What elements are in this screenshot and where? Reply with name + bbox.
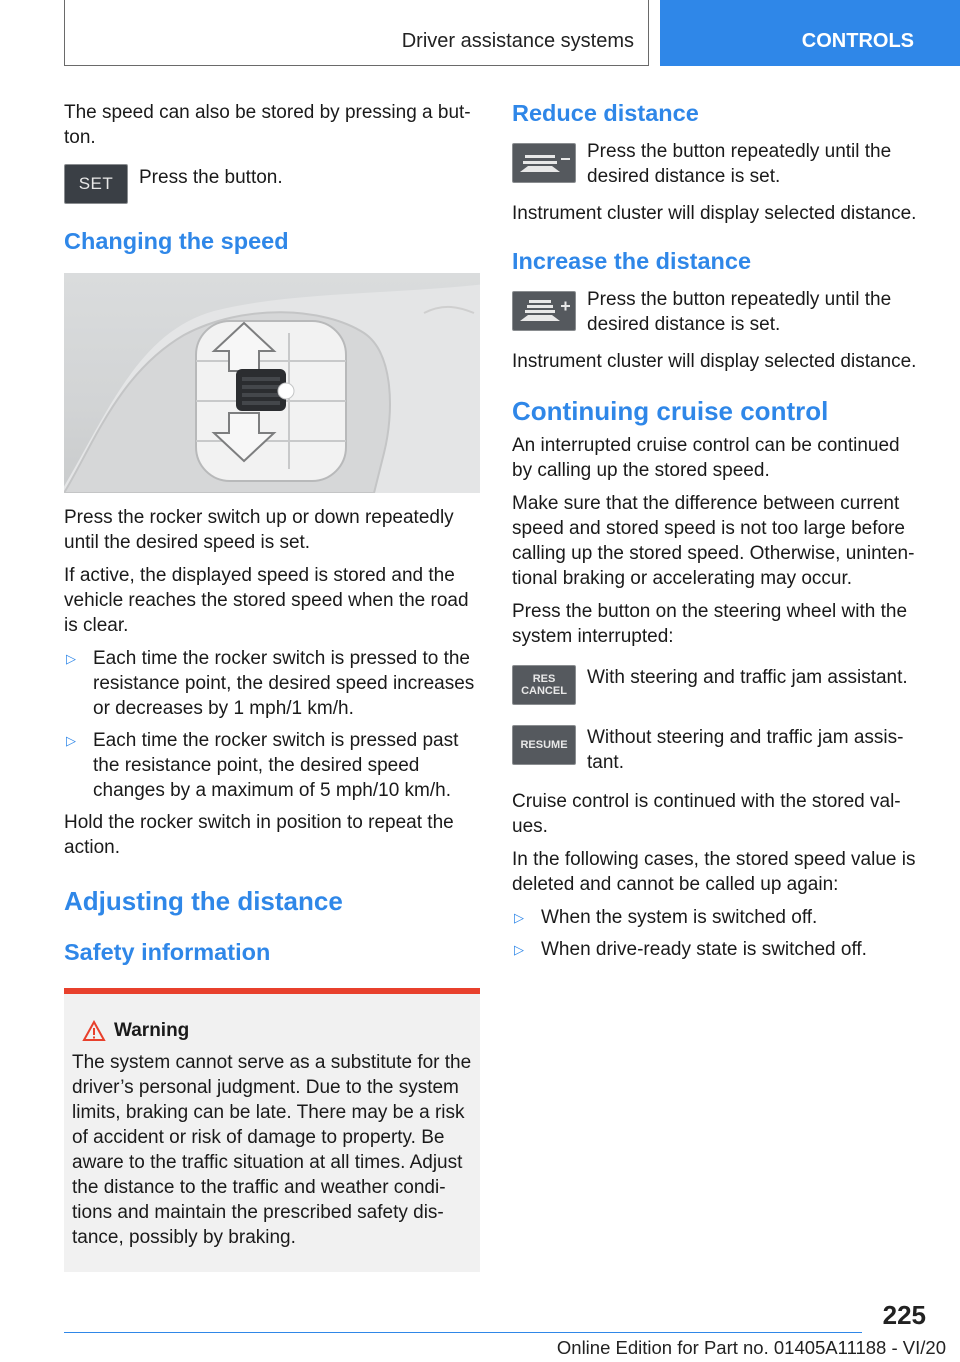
warning-text: The system cannot serve as a substitute for the driver’s personal judgment. Due to the system limits, braking can be late. There may be a risk of accident or risk of damage to property. Be aware to the traffic situation at all times. Adjust the distance to the traffic and weather condi-tions and maintain the prescribed safety dis-tance, possibly by braking. <box>72 1052 472 1248</box>
reduce-distance-note: Instrument cluster will display selected distance. <box>512 203 917 224</box>
reduce-distance-button-icon <box>512 143 576 183</box>
reduce-distance-heading: Reduce distance <box>512 100 699 126</box>
warning-box <box>64 988 480 1272</box>
distance-reduce-icon <box>515 146 573 180</box>
set-button-icon <box>64 164 128 204</box>
distance-increase-icon <box>515 294 573 328</box>
rocker-paragraph-2: If active, the displayed speed is stored and the vehicle reaches the stored speed when the road is clear. <box>64 565 469 636</box>
steering-wheel-photo <box>64 273 480 493</box>
list-item-text: Each time the rocker switch is pressed to the resistance point, the desired speed increases or decreases by 1 mph/1 km/h. <box>93 648 475 719</box>
resume-icon-label: RESUME <box>520 739 568 751</box>
changing-speed-heading: Changing the speed <box>64 228 289 254</box>
footer-divider <box>64 1332 862 1333</box>
steering-wheel-rocker-switch-icon <box>64 273 480 493</box>
adjusting-distance-heading: Adjusting the distance <box>64 886 343 916</box>
triangle-bullet-icon: ▷ <box>514 910 524 925</box>
resume-button-icon <box>512 725 576 765</box>
list-item <box>64 728 480 803</box>
continuing-cruise-heading: Continuing cruise control <box>512 396 829 426</box>
left-column <box>64 100 480 1272</box>
intro-paragraph: The speed can also be stored by pressing a but-ton. <box>64 102 471 148</box>
header-section-box <box>64 0 649 66</box>
rocker-paragraph-3: Hold the rocker switch in position to repeat the action. <box>64 812 454 858</box>
footer-edition: Online Edition for Part no. 01405A11188 - VI/20 <box>556 1337 946 1358</box>
resume-text: Without steering and traffic jam assis-tant. <box>587 727 904 773</box>
safety-information-heading: Safety information <box>64 939 271 965</box>
page-number: 225 <box>882 1300 926 1330</box>
continuing-paragraph-5: In the following cases, the stored speed value is deleted and cannot be called up again: <box>512 849 916 895</box>
triangle-bullet-icon: ▷ <box>66 651 76 666</box>
header-section-title: Driver assistance systems <box>401 30 634 52</box>
triangle-bullet-icon: ▷ <box>66 733 76 748</box>
rocker-paragraph-1: Press the rocker switch up or down repeatedly until the desired speed is set. <box>64 507 454 553</box>
list-item <box>512 905 920 930</box>
increase-distance-text: Press the button repeatedly until the desired distance is set. <box>587 289 892 335</box>
header-chapter-tab <box>660 0 960 66</box>
res-cancel-icon-line1: RES <box>532 673 556 685</box>
list-item <box>64 646 480 721</box>
list-item-text: When drive-ready state is switched off. <box>541 939 867 960</box>
continuing-paragraph-2: Make sure that the difference between current speed and stored speed is not too large before calling up the stored speed. Otherwise, uninten-tional braking or accelerating may occur. <box>512 493 915 589</box>
list-item <box>512 937 920 962</box>
triangle-bullet-icon: ▷ <box>514 942 524 957</box>
increase-distance-row <box>512 287 920 337</box>
warning-header <box>72 1020 472 1042</box>
res-cancel-text: With steering and traffic jam assistant. <box>587 667 908 688</box>
reduce-distance-text: Press the button repeatedly until the desired distance is set. <box>587 141 892 187</box>
increase-distance-button-icon <box>512 291 576 331</box>
continuing-paragraph-4: Cruise control is continued with the stored val-ues. <box>512 791 901 837</box>
continuing-paragraph-1: An interrupted cruise control can be continued by calling up the stored speed. <box>512 435 900 481</box>
set-button-text: Press the button. <box>139 167 283 188</box>
increase-distance-heading: Increase the distance <box>512 248 752 274</box>
list-item-text: When the system is switched off. <box>541 907 818 928</box>
resume-row <box>512 725 920 775</box>
header-chapter-label: CONTROLS <box>801 30 914 52</box>
set-button-row <box>64 164 480 204</box>
set-button-icon-label: SET <box>78 174 114 193</box>
right-column <box>512 100 920 969</box>
reduce-distance-row <box>512 139 920 189</box>
list-item-text: Each time the rocker switch is pressed past the resistance point, the desired speed changes by a maximum of 5 mph/10 km/h. <box>93 730 459 801</box>
increase-distance-note: Instrument cluster will display selected distance. <box>512 351 917 372</box>
warning-title: Warning <box>114 1020 190 1041</box>
res-cancel-button-icon <box>512 665 576 705</box>
res-cancel-icon-line2: CANCEL <box>521 685 567 697</box>
res-cancel-row <box>512 665 920 705</box>
speed-bullet-list <box>64 646 480 803</box>
continuing-paragraph-3: Press the button on the steering wheel with the system interrupted: <box>512 601 908 647</box>
deleted-cases-list <box>512 905 920 962</box>
warning-triangle-icon <box>82 1020 106 1042</box>
